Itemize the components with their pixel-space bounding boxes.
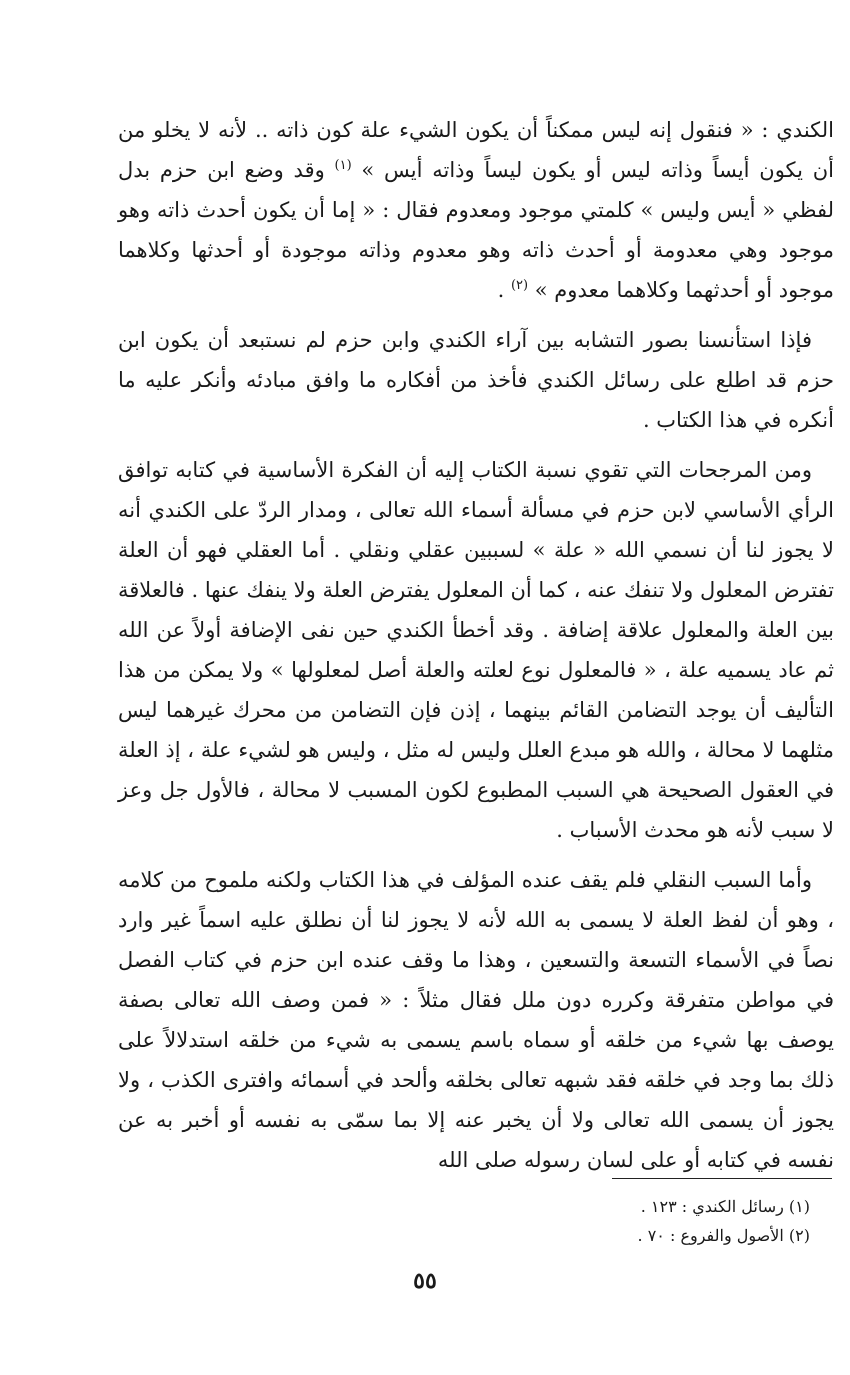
paragraph-text: فإذا استأنسنا بصور التشابه بين آراء الكندي وابن حزم لم نستبعد أن يكون ابن حزم قد اطلع على رسائل الكندي فأخذ من أفكاره ما وافق مبادئه وأنكر عليه ما أنكره في هذا الكتاب . <box>118 328 834 432</box>
body-paragraph <box>118 110 834 310</box>
paragraph-text: . <box>497 278 511 302</box>
paragraph-text: وقد وضع ابن حزم بدل لفظي « أيس وليس » كلمتي موجود ومعدوم فقال : « إما أن يكون أحدث ذاته وهو موجود وهي معدومة أو أحدث ذاته وهو معدوم وذاته موجودة أو أحدثها وكلاهما موجود أو أحدثهما وكلاهما معدوم » <box>118 158 834 302</box>
page-number: ٥٥ <box>413 1268 437 1294</box>
footnote-reference: (٢) <box>510 278 529 293</box>
footnote: (١) رسائل الكندي : ١٢٣ . <box>640 1197 810 1216</box>
body-paragraph <box>118 320 834 440</box>
paragraph-text: الكندي : « فنقول إنه ليس ممكناً أن يكون الشيء علة كون ذاته .. لأنه لا يخلو من أن يكون أيساً وذاته ليس أو يكون ليساً وذاته أيس » <box>118 118 835 182</box>
main-text <box>118 110 834 1190</box>
body-paragraph <box>118 860 834 1180</box>
footnotes <box>400 1192 810 1250</box>
paragraph-text: ومن المرجحات التي تقوي نسبة الكتاب إليه أن الفكرة الأساسية في كتابه توافق الرأي الأساسي لابن حزم في مسألة أسماء الله تعالى ، ومدار الردّ على الكندي أنه لا يجوز لنا أن نسمي الله « علة » لسببين عقلي ونقلي . أما العقلي فهو أن العلة تفترض المعلول ولا تنفك عنه ، كما أن المعلول يفترض العلة ولا ينفك عنها . فالعلاقة بين العلة والمعلول علاقة إضافة . وقد أخطأ الكندي حين نفى الإضافة أولاً عن الله ثم عاد يسميه علة ، « فالمعلول نوع لعلته والعلة أصل لمعلولها » ولا يمكن من هذا التأليف أن يوجد التضامن القائم بينهما ، إذن فإن التضامن من محرك غيرهما ليس مثلهما لا محالة ، والله هو مبدع العلل وليس له مثل ، وليس هو لشيء علة ، إذ العلة في العقول الصحيحة هي السبب المطبوع لكون المسبب لا محالة ، فالأول جل وعز لا سبب لأنه هو محدث الأسباب . <box>118 458 835 842</box>
footnote-reference: (١) <box>334 158 352 173</box>
footnote: (٢) الأصول والفروع : ٧٠ . <box>637 1226 810 1245</box>
body-paragraph <box>118 450 834 850</box>
footnote-separator <box>612 1178 832 1179</box>
paragraph-text: وأما السبب النقلي فلم يقف عنده المؤلف في هذا الكتاب ولكنه ملموح من كلامه ، وهو أن لفظ العلة لا يسمى به الله لأنه لا يجوز لنا أن نطلق عليه اسماً غير وارد نصاً في الأسماء التسعة والتسعين ، وهذا ما وقف عنده ابن حزم في كتاب الفصل في مواطن متفرقة وكرره دون ملل فقال مثلاً : « فمن وصف الله تعالى بصفة يوصف بها شيء من خلقه أو سماه باسم يسمى به شيء من خلقه استدلالاً على ذلك بما وجد في خلقه فقد شبهه تعالى بخلقه وألحد في أسمائه وافترى الكذب ، ولا يجوز أن يسمى الله تعالى ولا أن يخبر عنه إلا بما سمّى به نفسه أو أخبر به عن نفسه في كتابه أو على لسان رسوله صلى الله <box>118 868 834 1172</box>
